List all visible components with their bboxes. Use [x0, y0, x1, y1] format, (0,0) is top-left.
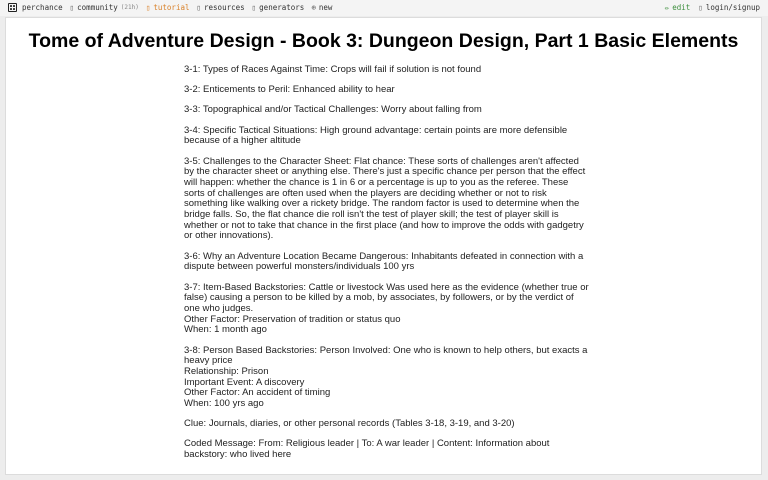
result-line: 3-3: Topographical and/or Tactical Challenges: Worry about falling from [184, 104, 482, 116]
login-signup-button[interactable] [698, 3, 760, 12]
edit-button[interactable] [665, 3, 691, 12]
result-paragraph [184, 85, 589, 96]
result-line: 3-4: Specific Tactical Situations: High ground advantage: certain points are more defensible because of a higher altitude [184, 124, 568, 147]
result-line: 3-2: Enticements to Peril: Enhanced ability to hear [184, 84, 395, 96]
user-icon: ▯ [698, 3, 703, 12]
result-paragraph [184, 439, 589, 460]
nav-item-community[interactable] [70, 3, 139, 12]
login-label: login/signup [705, 3, 760, 12]
result-line: 3-1: Types of Races Against Time: Crops will fail if solution is not found [184, 64, 482, 75]
result-line: 3-5: Challenges to the Character Sheet: Flat chance: These sorts of challenges aren't affected by the character sheet or anything else. There's just a specific chance per person that the effect will happen: whether the chance is 1 in 6 or a percentage is up to you as the referee. These sorts of challenges are often used when the players are deciding whether or not to risk something like walking over a rickety bridge. The random factor is used to determine when the bridge falls. So, the flat chance die roll isn't the test of player skill; the test of player skill is whether or not to take that chance in the first place (and how to improve the odds with gadgetry or other innovations). [184, 155, 586, 242]
edit-label: edit [672, 3, 691, 12]
plus-icon: ⊕ [311, 3, 316, 12]
page-title: Tome of Adventure Design - Book 3: Dungeon Design, Part 1 Basic Elements [28, 30, 739, 52]
nav-item-generators[interactable] [252, 3, 305, 12]
chat-icon: ▯ [69, 3, 75, 12]
grid-icon: ▯ [251, 3, 257, 12]
nav-item-resources[interactable] [197, 3, 245, 12]
result-line: When: 1 month ago [184, 324, 267, 336]
nav-item-label: generators [259, 3, 305, 12]
nav-item-label: resources [204, 3, 245, 12]
nav-right [657, 3, 760, 12]
nav-item-tutorial[interactable] [146, 3, 190, 12]
result-line: Coded Message: From: Religious leader | To: A war leader | Content: Information about backstory: who lived here [184, 438, 550, 461]
dice-logo-icon [8, 3, 17, 12]
result-line: 3-7: Item-Based Backstories: Cattle or livestock Was used here as the evidence (whether true or false) causing a person to be killed by a mob, by associates, by followers, or by the verdict of one who judges. [184, 281, 589, 314]
nav-left [8, 3, 339, 12]
result-line: Clue: Journals, diaries, or other personal records (Tables 3-18, 3-19, and 3-20) [184, 418, 515, 430]
result-paragraph [184, 157, 589, 243]
site-name: perchance [22, 3, 63, 12]
result-line: Important Event: A discovery [184, 376, 305, 388]
activity-badge: (21h) [120, 4, 139, 11]
pencil-icon: ✏ [664, 3, 670, 12]
result-line: Other Factor: Preservation of tradition or status quo [184, 313, 401, 325]
result-line: Other Factor: An accident of timing [184, 387, 331, 399]
nav-item-new[interactable] [311, 3, 332, 12]
book-icon: ▯ [145, 3, 151, 12]
top-navigation-bar [0, 0, 768, 16]
generated-content [184, 65, 589, 470]
site-logo-link[interactable] [8, 3, 63, 12]
result-paragraph [184, 252, 589, 273]
result-line: When: 100 yrs ago [184, 398, 264, 410]
result-paragraph [184, 283, 589, 337]
result-paragraph [184, 65, 589, 76]
result-line: Relationship: Prison [184, 365, 269, 377]
list-icon: ▯ [196, 3, 202, 12]
generator-output-panel [5, 17, 762, 475]
nav-item-label: new [318, 3, 333, 12]
result-paragraph [184, 346, 589, 410]
result-line: 3-6: Why an Adventure Location Became Dangerous: Inhabitants defeated in connection with a dispute between powerful monsters/individuals 100 yrs [184, 250, 584, 273]
result-paragraph [184, 126, 589, 147]
nav-item-label: tutorial [153, 3, 190, 12]
result-paragraph [184, 419, 589, 430]
result-paragraph [184, 105, 589, 116]
result-line: 3-8: Person Based Backstories: Person Involved: One who is known to help others, but exacts a heavy price [184, 344, 588, 367]
nav-item-label: community [77, 3, 118, 12]
